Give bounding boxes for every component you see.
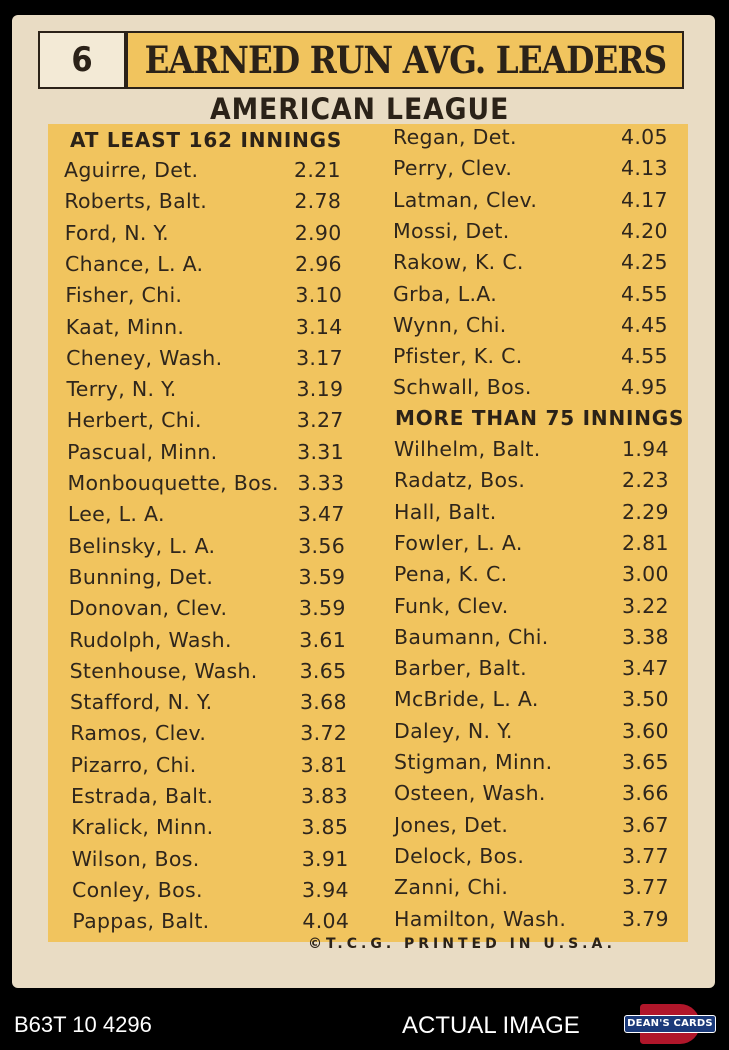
era-value: 2.21 [294, 158, 341, 182]
pitcher-name: Pizarro, Chi. [70, 752, 197, 777]
pitcher-name: Wilhelm, Balt. [394, 437, 541, 461]
pitcher-name: Lee, L. A. [67, 502, 165, 527]
pitcher-name: Kralick, Minn. [71, 815, 214, 840]
pitcher-name: Belinsky, L. A. [68, 533, 216, 558]
era-value: 2.23 [622, 468, 669, 493]
era-value: 4.45 [621, 312, 668, 337]
era-value: 3.33 [297, 471, 345, 495]
pitcher-name: Pappas, Balt. [72, 909, 210, 934]
era-value: 3.47 [297, 502, 345, 527]
pitcher-name: Rudolph, Wash. [69, 627, 232, 652]
pitcher-name: Pena, K. C. [394, 562, 508, 587]
era-value: 3.22 [622, 593, 669, 618]
pitcher-name: Stigman, Minn. [394, 750, 553, 774]
pitcher-name: Jones, Det. [394, 812, 509, 837]
era-value: 3.83 [301, 784, 348, 808]
era-value: 3.91 [301, 846, 349, 871]
era-value: 3.77 [622, 875, 669, 900]
pitcher-name: Monbouquette, Bos. [67, 471, 279, 495]
era-value: 4.05 [621, 125, 668, 149]
era-value: 3.56 [298, 533, 346, 558]
era-value: 3.94 [302, 877, 349, 902]
era-value: 3.66 [622, 781, 669, 806]
pitcher-name: Pfister, K. C. [393, 344, 523, 369]
era-value: 3.77 [622, 843, 669, 868]
era-value: 3.72 [300, 721, 348, 746]
pitcher-name: Delock, Bos. [394, 843, 525, 868]
era-value: 4.95 [621, 375, 668, 400]
pitcher-name: Bunning, Det. [68, 564, 214, 589]
pitcher-name: Donovan, Clev. [68, 596, 228, 621]
era-value: 2.29 [622, 499, 669, 524]
era-value: 2.90 [294, 220, 342, 245]
era-value: 3.85 [301, 815, 349, 840]
era-value: 3.17 [296, 345, 343, 370]
pitcher-name: Fisher, Chi. [65, 283, 183, 308]
era-value: 3.61 [299, 627, 347, 652]
league-heading-text: AMERICAN LEAGUE [210, 92, 510, 126]
actual-image-label: ACTUAL IMAGE [402, 1012, 580, 1039]
era-value: 3.59 [298, 596, 346, 621]
pitcher-name: Wilson, Bos. [71, 846, 200, 871]
pitcher-name: Baumann, Chi. [394, 624, 549, 649]
era-value: 2.96 [295, 251, 342, 276]
era-value: 3.79 [622, 906, 669, 931]
era-value: 3.19 [296, 377, 344, 402]
pitcher-name: Regan, Det. [393, 125, 517, 149]
card-title [126, 31, 684, 89]
era-value: 4.55 [621, 281, 668, 306]
era-value: 4.04 [302, 909, 350, 934]
era-value: 4.20 [621, 218, 668, 243]
pitcher-name: Mossi, Det. [393, 218, 510, 243]
pitcher-name: Radatz, Bos. [394, 468, 526, 493]
pitcher-name: Terry, N. Y. [66, 377, 177, 402]
era-value: 3.27 [296, 408, 344, 433]
era-value: 4.25 [621, 250, 668, 275]
section-header-162-innings: AT LEAST 162 INNINGS [70, 128, 343, 152]
era-value: 4.17 [621, 187, 668, 212]
pitcher-name: Stenhouse, Wash. [69, 658, 258, 683]
era-value: 4.55 [621, 344, 668, 369]
era-value: 2.81 [622, 530, 669, 555]
era-value: 3.65 [622, 750, 669, 774]
pitcher-name: Ford, N. Y. [64, 220, 169, 245]
deans-cards-logo [624, 1004, 716, 1044]
era-value: 3.67 [622, 812, 669, 837]
pitcher-name: Wynn, Chi. [393, 312, 507, 337]
pitcher-name: Barber, Balt. [394, 656, 527, 681]
era-value: 3.10 [295, 283, 343, 308]
league-heading [160, 92, 560, 126]
era-value: 1.94 [622, 437, 669, 461]
pitcher-name: Herbert, Chi. [66, 408, 202, 433]
pitcher-name: Osteen, Wash. [394, 781, 546, 806]
era-value: 3.31 [297, 439, 344, 464]
pitcher-name: Ramos, Clev. [70, 721, 207, 746]
pitcher-name: Roberts, Balt. [64, 189, 208, 214]
era-value: 3.65 [299, 658, 347, 683]
pitcher-name: Hamilton, Wash. [394, 906, 567, 931]
section-header-75-innings: MORE THAN 75 INNINGS [395, 405, 685, 430]
era-value: 3.81 [300, 752, 348, 777]
card-number: 6 [38, 31, 126, 89]
pitcher-name: Conley, Bos. [72, 877, 203, 902]
era-value: 3.60 [622, 718, 669, 743]
era-value: 3.14 [295, 314, 343, 339]
pitcher-name: McBride, L. A. [394, 687, 539, 712]
era-value: 4.13 [621, 156, 668, 181]
pitcher-name: Cheney, Wash. [66, 345, 223, 370]
pitcher-name: Zanni, Chi. [394, 875, 509, 900]
copyright-footer: ©T.C.G. PRINTED IN U.S.A. [308, 936, 616, 952]
pitcher-name: Estrada, Balt. [71, 784, 214, 808]
pitcher-name: Latman, Clev. [393, 187, 538, 212]
pitcher-name: Stafford, N. Y. [69, 690, 213, 715]
pitcher-name: Kaat, Minn. [65, 314, 185, 339]
pitcher-name: Schwall, Bos. [393, 375, 532, 400]
pitcher-name: Rakow, K. C. [393, 250, 524, 275]
pitcher-name: Funk, Clev. [394, 593, 509, 618]
era-value: 3.68 [299, 690, 347, 715]
item-id: B63T 10 4296 [14, 1012, 152, 1037]
pitcher-name: Hall, Balt. [394, 499, 497, 524]
pitcher-name: Fowler, L. A. [394, 530, 523, 555]
pitcher-name: Grba, L.A. [393, 281, 498, 306]
pitcher-name: Pascual, Minn. [67, 439, 218, 464]
card-title-text: EARNED RUN AVG. LEADERS [144, 38, 666, 82]
era-value: 3.00 [622, 562, 669, 587]
era-value: 3.50 [622, 687, 669, 712]
logo-text: DEAN'S CARDS [624, 1015, 716, 1033]
era-value: 3.47 [622, 656, 669, 681]
pitcher-name: Chance, L. A. [65, 251, 204, 276]
era-value: 3.38 [622, 624, 669, 649]
pitcher-name: Aguirre, Det. [64, 158, 199, 182]
era-value: 2.78 [294, 189, 342, 214]
era-value: 3.59 [298, 564, 346, 589]
pitcher-name: Perry, Clev. [393, 156, 513, 181]
pitcher-name: Daley, N. Y. [394, 718, 513, 743]
